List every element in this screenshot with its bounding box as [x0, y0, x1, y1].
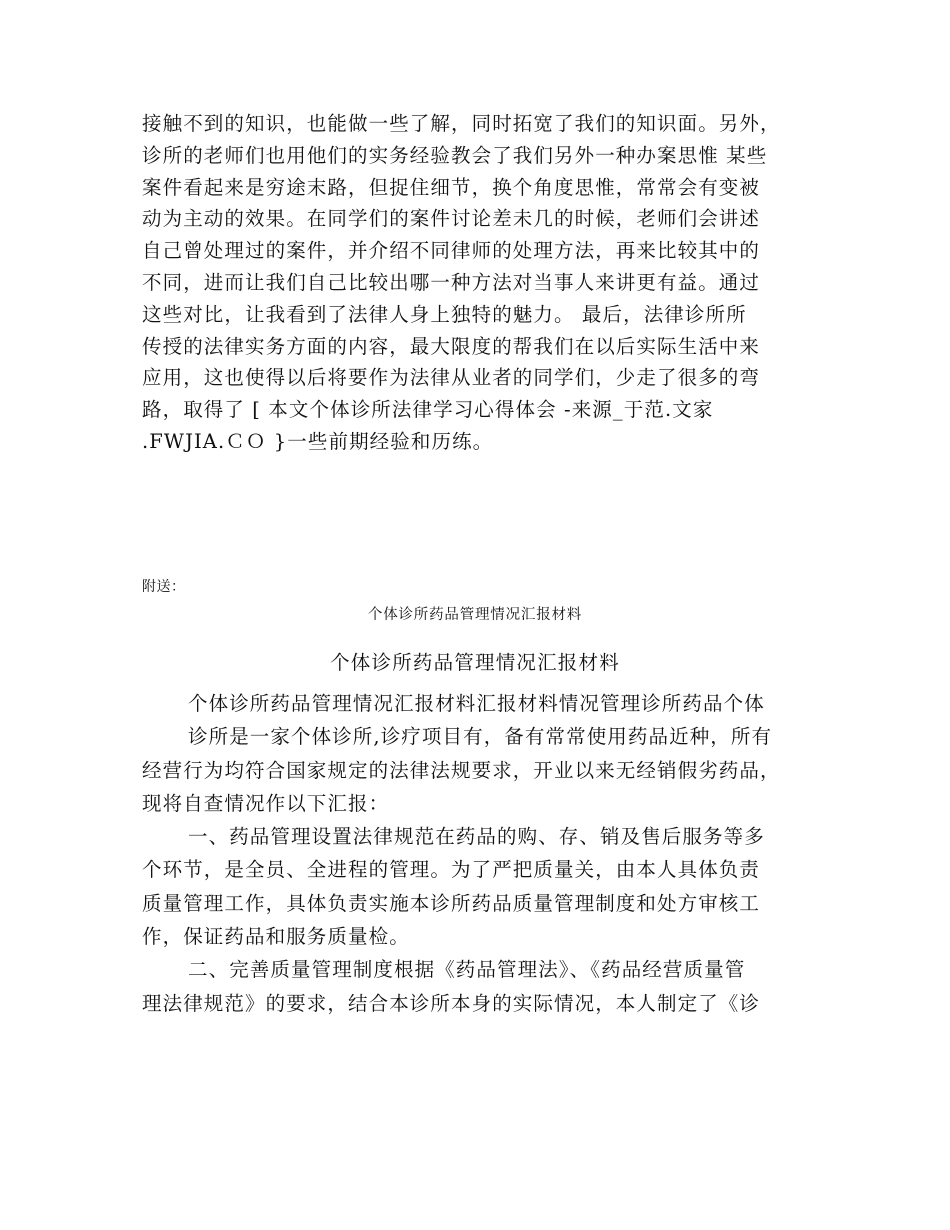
text-line: 作，保证药品和服务质量检。: [142, 925, 410, 949]
text-line: 路，取得了 [ 本文个体诊所法律学习心得体会 -来源_于范.文家: [142, 398, 714, 422]
text-line: 传授的法律实务方面的内容，最大限度的帮我们在以后实际生活中来: [142, 334, 761, 358]
text-line: 诊所是一家个体诊所,诊疗项目有，备有常常使用药品近种，所有: [188, 725, 773, 749]
text-line: 应用，这也使得以后将要作为法律从业者的同学们，少走了很多的弯: [142, 366, 761, 390]
text-line: 动为主动的效果。在同学们的案件讨论差未几的时候，老师们会讲述: [142, 207, 761, 231]
small-heading: 个体诊所药品管理情况汇报材料: [367, 607, 583, 623]
text-line: 质量管理工作，具体负责实施本诊所药品质量管理制度和处方审核工: [142, 891, 761, 915]
text-line: 个体诊所药品管理情况汇报材料汇报材料情况管理诊所药品个体: [188, 692, 765, 715]
text-line: 一、药品管理设置法律规范在药品的购、存、销及售后服务等多: [188, 825, 765, 849]
text-line: 个环节，是全员、全进程的管理。为了严把质量关，由本人具体负责: [142, 858, 761, 882]
text-line: 接触不到的知识，也能做一些了解，同时拓宽了我们的知识面。另外，: [142, 112, 781, 135]
text-line: 自己曾处理过的案件，并介绍不同律师的处理方法，再来比较其中的: [142, 239, 761, 263]
appendix-label: 附送：: [142, 579, 186, 595]
text-line: .FWJIA.ＣＯ }一些前期经验和历练。: [142, 429, 494, 453]
intro-paragraph: [142, 108, 810, 458]
report-body: [142, 687, 810, 1020]
text-line: 现将自查情况作以下汇报：: [142, 791, 390, 815]
text-line: 诊所的老师们也用他们的实务经验教会了我们另外一种办案思惟 某些: [142, 143, 768, 167]
text-line: 案件看起来是穷途末路，但捉住细节，换个角度思惟，常常会有变被: [142, 175, 761, 199]
text-line: 理法律规范》的要求，结合本诊所本身的实际情况，本人制定了《诊: [142, 991, 761, 1015]
text-line: 不同，进而让我们自己比较出哪一种方法对当事人来讲更有益。通过: [142, 270, 761, 294]
text-line: 这些对比，让我看到了法律人身上独特的魅力。 最后，法律诊所所: [142, 302, 747, 326]
text-line: 二、完善质量管理制度根据《药品管理法》、《药品经营质量管: [188, 958, 746, 982]
text-line: 经营行为均符合国家规定的法律法规要求，开业以来无经销假劣药品，: [142, 758, 781, 782]
report-title: 个体诊所药品管理情况汇报材料: [330, 651, 620, 674]
